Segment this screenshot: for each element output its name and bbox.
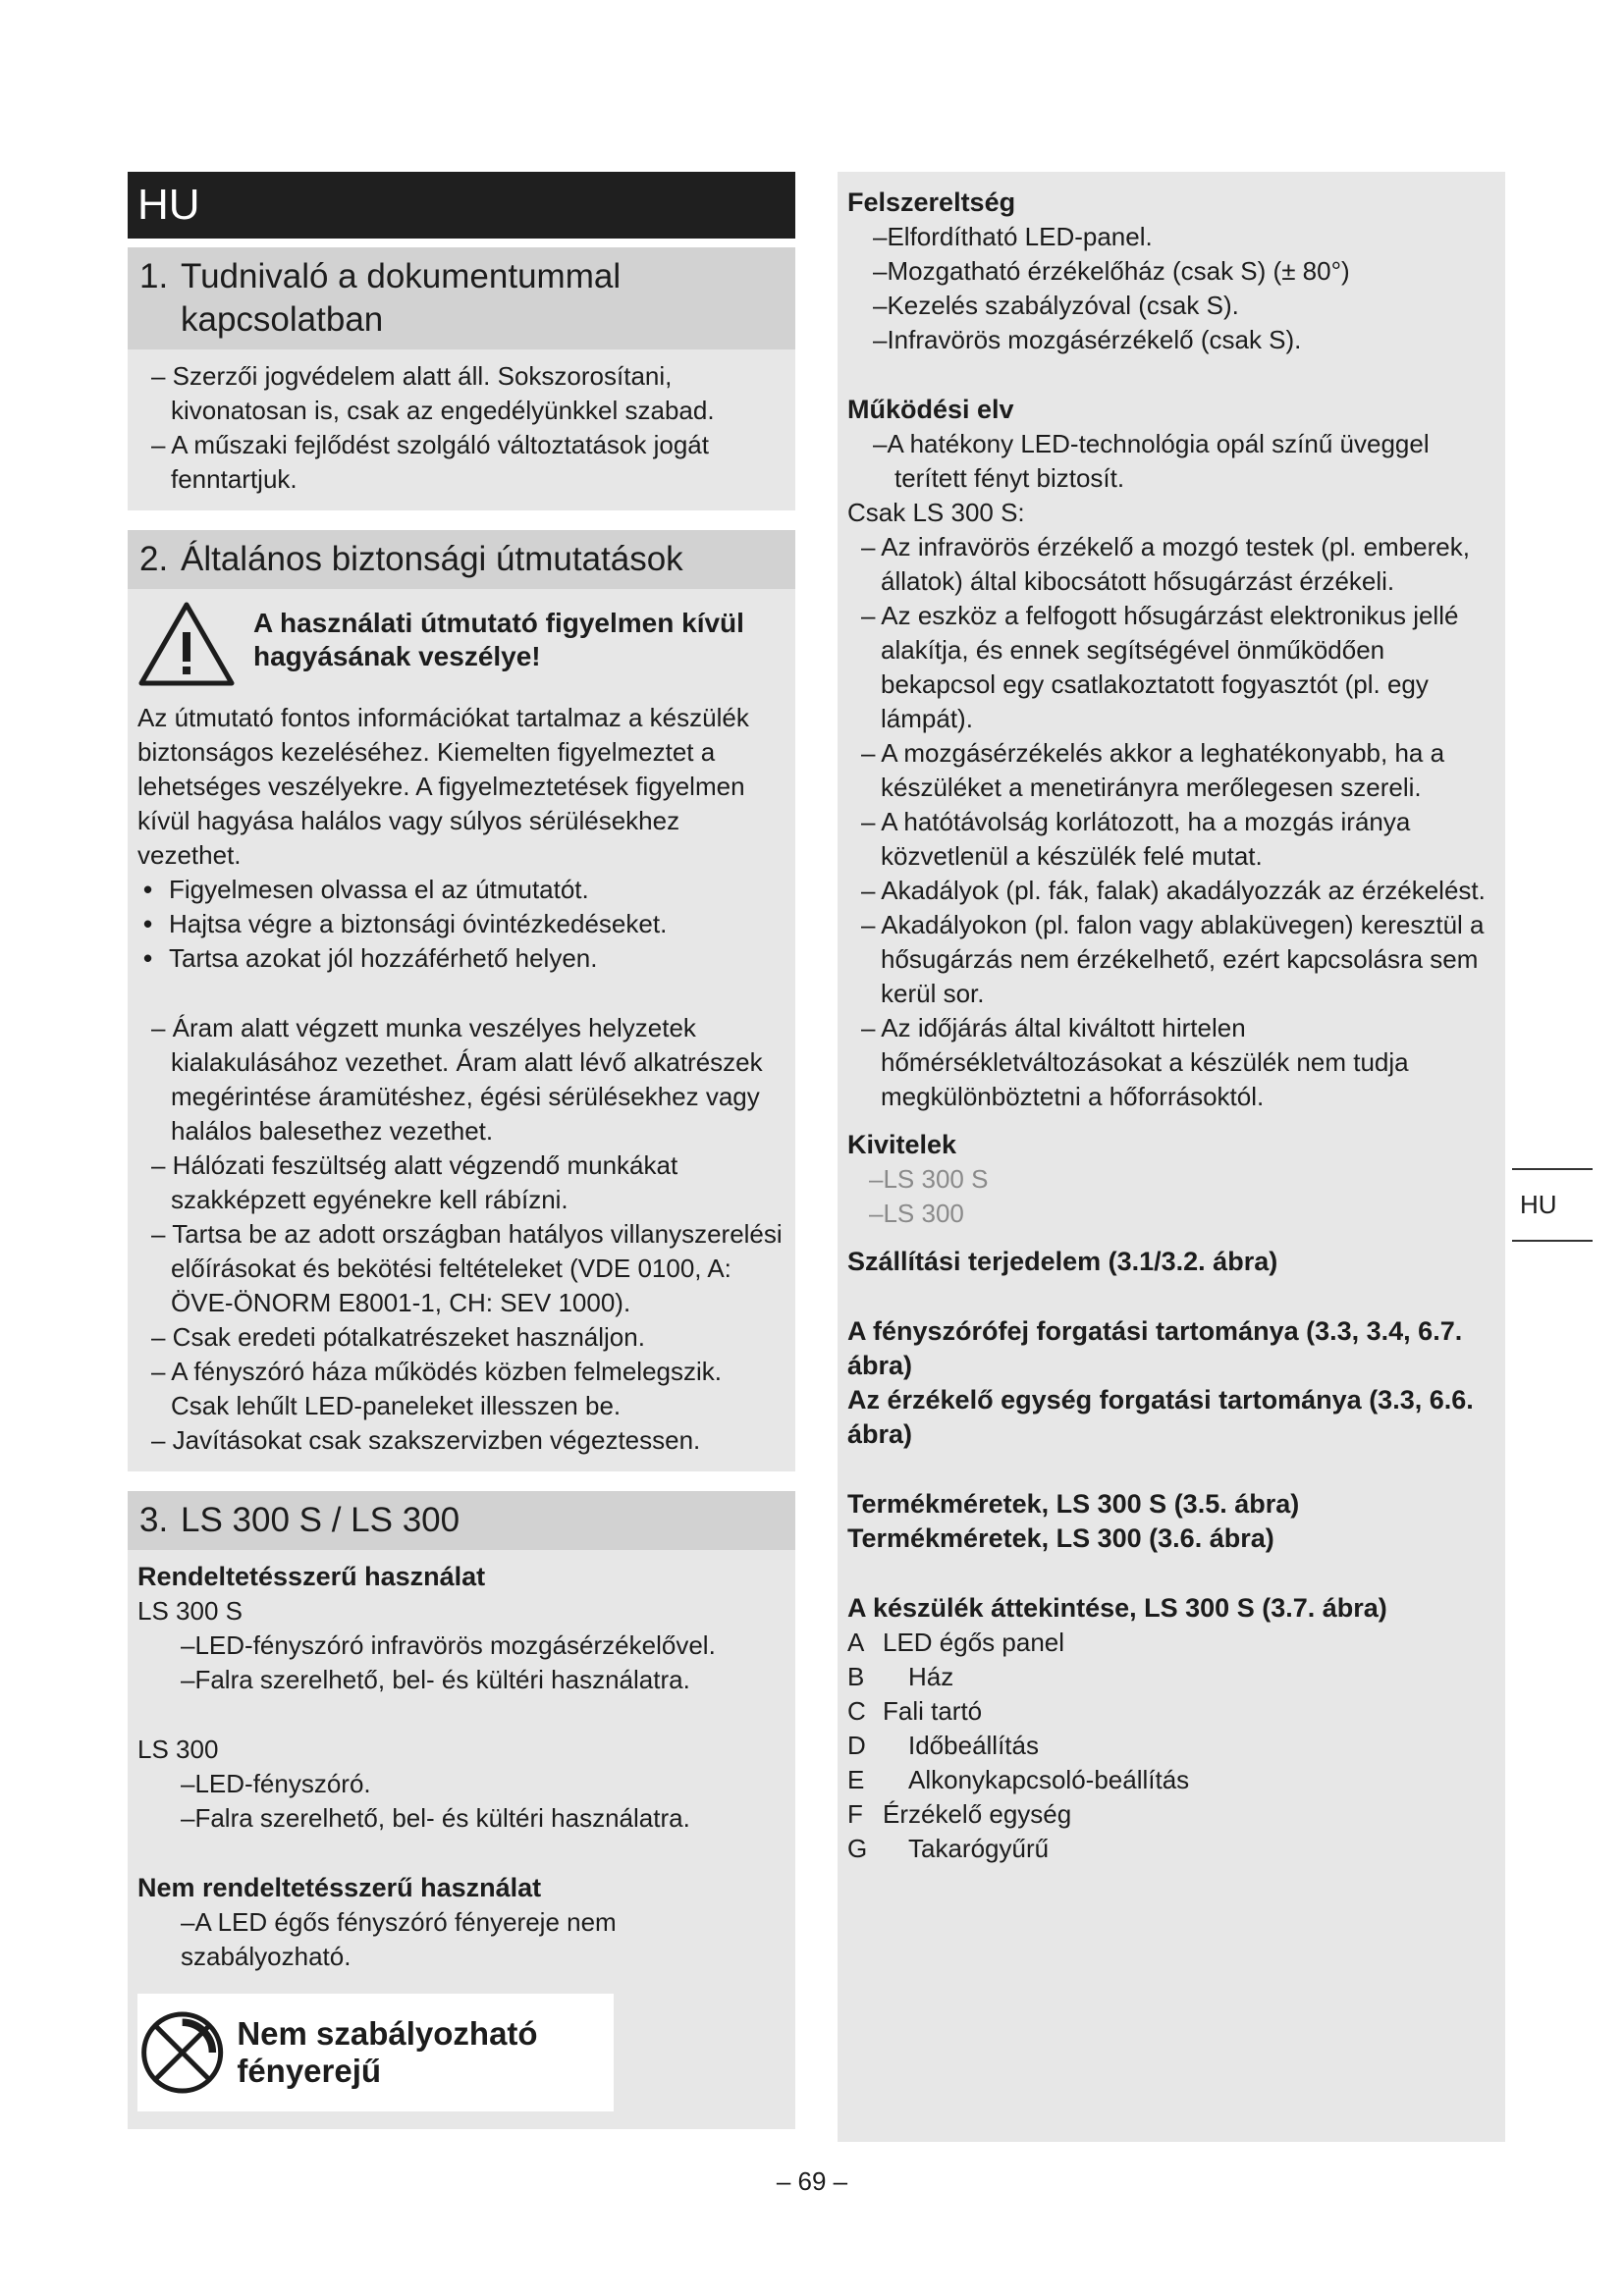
model-label-ls300: LS 300 [137, 1735, 219, 1764]
list-item: –A hatékony LED-technológia opál színű üveggel terített fényt biztosít. [873, 429, 1430, 493]
language-header [128, 172, 795, 239]
list-item: –LS 300 [869, 1199, 964, 1228]
list-item: – Hálózati feszültség alatt végzendő munkákat szakképzett egyénekre kell rábízni. [151, 1150, 678, 1214]
intended-use-heading: Rendeltetésszerű használat [137, 1562, 486, 1591]
model-label-ls300s: LS 300 S [137, 1596, 243, 1626]
list-item: – Az eszköz a felfogott hősugárzást elektronikus jellé alakítja, és ennek segítségével önműködően bekapcsol egy csatlakoztatott fogyasztót (pl. egy lámpát). [861, 601, 1459, 733]
list-item: –Kezelés szabályzóval (csak S). [873, 291, 1239, 320]
list-item: – A műszaki fejlődést szolgáló változtatások jogát fenntartjuk. [151, 430, 709, 494]
left-column [128, 172, 795, 2129]
warning-title: A használati útmutató figyelmen kívül hagyásának veszélye! [253, 608, 744, 671]
list-item: –Infravörös mozgásérzékelő (csak S). [873, 325, 1302, 354]
scope-heading: Szállítási terjedelem (3.1/3.2. ábra) [847, 1247, 1278, 1276]
list-item: E Alkonykapcsoló-beállítás [847, 1765, 1190, 1794]
dimensions-heading: Termékméretek, LS 300 (3.6. ábra) [847, 1523, 1274, 1553]
sensor-rotation-heading: Az érzékelő egység forgatási tartománya (3.3, 6.6. ábra) [847, 1385, 1474, 1449]
side-language-tab [1512, 1168, 1624, 1242]
list-item: –Falra szerelhető, bel- és kültéri használatra. [181, 1665, 690, 1694]
section-document-info [128, 247, 795, 510]
list-item: –LS 300 S [869, 1164, 989, 1194]
section-2-title: 2. Általános biztonsági útmutatások [128, 530, 795, 589]
list-item: –Falra szerelhető, bel- és kültéri használatra. [181, 1803, 690, 1833]
list-item: – Javításokat csak szakszervizben végeztessen. [151, 1425, 701, 1455]
list-item: D Időbeállítás [847, 1731, 1039, 1760]
list-item: C Fali tartó [847, 1696, 983, 1726]
list-item: • Figyelmesen olvassa el az útmutatót. [143, 875, 589, 904]
no-dimming-label: Nem szabályozható fényerejű [237, 2015, 538, 2089]
overview-list [847, 1626, 1495, 1866]
no-dimming-notice [137, 1994, 614, 2111]
principle-heading: Működési elv [847, 395, 1014, 424]
no-dimming-icon [137, 1999, 227, 2107]
list-item: – Szerzői jogvédelem alatt áll. Sokszorosítani, kivonatosan is, csak az engedélyünkkel szabad. [151, 361, 715, 425]
list-item: – Akadályok (pl. fák, falak) akadályozzák az érzékelést. [861, 876, 1486, 905]
section-product [128, 1491, 795, 2129]
list-item: – A mozgásérzékelés akkor a leghatékonyabb, ha a készüléket a menetirányra merőlegesen szereli. [861, 738, 1445, 802]
head-rotation-heading: A fényszórófej forgatási tartománya (3.3, 3.4, 6.7. ábra) [847, 1316, 1463, 1380]
page-number: – 69 – [776, 2166, 848, 2196]
language-label: HU [137, 181, 200, 229]
section-1-title: 1. Tudnivaló a dokumentummal kapcsolatban [128, 247, 795, 349]
list-item: – A fényszóró háza működés közben felmelegszik. Csak lehűlt LED-paneleket illesszen be. [151, 1357, 722, 1420]
only-s-label: Csak LS 300 S: [847, 498, 1025, 527]
list-item: –LED-fényszóró infravörös mozgásérzékelővel. [181, 1630, 716, 1660]
list-item: –LED-fényszóró. [181, 1769, 371, 1798]
list-item: F Érzékelő egység [847, 1799, 1072, 1829]
list-item: –Mozgatható érzékelőház (csak S) (± 80°) [873, 256, 1350, 286]
safety-intro: Az útmutató fontos információkat tartalmaz a készülék biztonságos kezeléséhez. Kiemelten figyelmeztet a lehetséges veszélyekre. A figyelmeztetések figyelmen kívül hagyása halálos vagy súlyos sérülésekhez vezethet. [137, 703, 749, 870]
equipment-heading: Felszereltség [847, 187, 1016, 217]
list-item: G Takarógyűrű [847, 1834, 1050, 1863]
list-item: – Tartsa be az adott országban hatályos villanyszerelési előírásokat és bekötési feltételeket (VDE 0100, A: ÖVE-ÖNORM E8001-1, CH: SEV 1000). [151, 1219, 783, 1317]
right-column [838, 172, 1505, 2142]
list-item: – Az infravörös érzékelő a mozgó testek (pl. emberek, állatok) által kibocsátott hősugárzást érzékeli. [861, 532, 1470, 596]
list-item: B Ház [847, 1662, 954, 1691]
side-language-label: HU [1520, 1190, 1557, 1219]
section-safety [128, 530, 795, 1471]
list-item: – Az időjárás által kiváltott hirtelen hőmérsékletváltozásokat a készülék nem tudja megkülönböztetni a hőforrásoktól. [861, 1013, 1409, 1111]
list-item: • Tartsa azokat jól hozzáférhető helyen. [143, 943, 598, 973]
dimensions-s-heading: Termékméretek, LS 300 S (3.5. ábra) [847, 1489, 1300, 1519]
list-item: • Hajtsa végre a biztonsági óvintézkedéseket. [143, 909, 668, 938]
warning-triangle-icon [137, 601, 236, 687]
divider [1512, 1240, 1593, 1242]
list-item: – Akadályokon (pl. falon vagy ablaküvegen) keresztül a hősugárzás nem érzékelhető, ezért kapcsolásra sem kerül sor. [861, 910, 1485, 1008]
list-item: –A LED égős fényszóró fényereje nem szabályozható. [181, 1907, 617, 1971]
section-3-title: 3. LS 300 S / LS 300 [128, 1491, 795, 1550]
list-item: – Áram alatt végzett munka veszélyes helyzetek kialakulásához vezethet. Áram alatt lévő alkatrészek megérintése áramütéshez, égési sérülésekhez vagy halálos balesethez vezethet. [151, 1013, 763, 1146]
list-item: – Csak eredeti pótalkatrészeket használjon. [151, 1322, 645, 1352]
variants-heading: Kivitelek [847, 1130, 957, 1159]
improper-use-heading: Nem rendeltetésszerű használat [137, 1873, 542, 1902]
list-item: – A hatótávolság korlátozott, ha a mozgás iránya közvetlenül a készülék felé mutat. [861, 807, 1411, 871]
list-item: –Elfordítható LED-panel. [873, 222, 1153, 251]
warning-block [128, 589, 795, 697]
list-item: A LED égős panel [847, 1628, 1065, 1657]
overview-heading: A készülék áttekintése, LS 300 S (3.7. ábra) [847, 1593, 1387, 1623]
